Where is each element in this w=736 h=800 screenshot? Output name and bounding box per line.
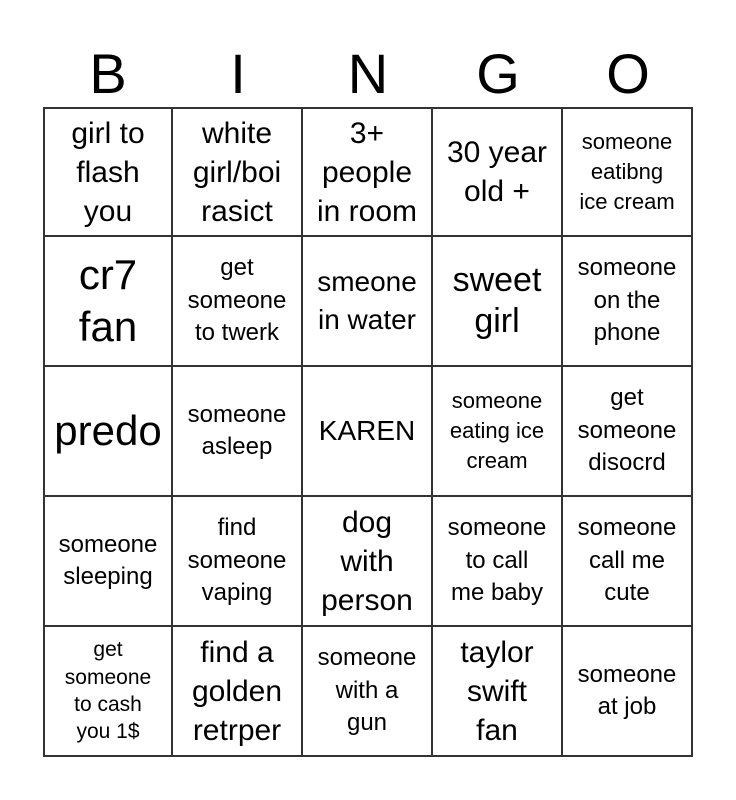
- cell-text: someone sleeping: [58, 530, 158, 590]
- cell-text: get someone to twerk: [187, 254, 287, 347]
- bingo-cell-r2-c0[interactable]: [43, 367, 173, 497]
- cell-text: someone asleep: [187, 400, 287, 460]
- bingo-cell-r0-c2[interactable]: [303, 107, 433, 237]
- bingo-cell-r2-c2[interactable]: [303, 367, 433, 497]
- bingo-cell-r1-c4[interactable]: [563, 237, 693, 367]
- cell-text: someone eatibng ice cream: [579, 129, 675, 214]
- header-letter-b: B: [89, 42, 127, 105]
- bingo-cell-r1-c3[interactable]: [433, 237, 563, 367]
- cell-text: someone with a gun: [317, 644, 417, 737]
- bingo-cell-r3-c4[interactable]: [563, 497, 693, 627]
- header-letter-n: N: [347, 42, 389, 105]
- bingo-cell-r4-c3[interactable]: [433, 627, 563, 757]
- cell-text: girl to flash you: [71, 116, 145, 228]
- header-letter-g: G: [476, 42, 520, 105]
- bingo-cell-r2-c4[interactable]: [563, 367, 693, 497]
- bingo-cell-r0-c3[interactable]: [433, 107, 563, 237]
- bingo-cell-r2-c3[interactable]: [433, 367, 563, 497]
- bingo-cell-r4-c4[interactable]: [563, 627, 693, 757]
- header-letter-i: I: [230, 42, 246, 105]
- bingo-cell-r4-c1[interactable]: [173, 627, 303, 757]
- cell-text: smeone in water: [317, 266, 417, 335]
- cell-text: get someone disocrd: [577, 384, 677, 477]
- cell-text: white girl/boi rasict: [192, 116, 282, 228]
- cell-text: someone call me cute: [577, 514, 677, 607]
- bingo-cell-r1-c1[interactable]: [173, 237, 303, 367]
- bingo-cell-r1-c2[interactable]: [303, 237, 433, 367]
- header-letter-o: O: [606, 42, 650, 105]
- cell-text: find someone vaping: [187, 514, 287, 607]
- bingo-cell-r4-c2[interactable]: [303, 627, 433, 757]
- bingo-cell-r3-c0[interactable]: [43, 497, 173, 627]
- bingo-cell-r0-c1[interactable]: [173, 107, 303, 237]
- bingo-cell-r3-c3[interactable]: [433, 497, 563, 627]
- cell-text: someone on the phone: [577, 254, 677, 347]
- cell-text: 3+ people in room: [316, 116, 418, 228]
- cell-text: someone at job: [577, 660, 677, 720]
- bingo-cell-r4-c0[interactable]: [43, 627, 173, 757]
- cell-text: dog with person: [321, 505, 413, 617]
- cell-text: get someone to cash you 1$: [64, 638, 152, 744]
- cell-text: taylor swift fan: [460, 635, 534, 747]
- bingo-cell-r2-c1[interactable]: [173, 367, 303, 497]
- cell-text: someone eating ice cream: [449, 388, 545, 473]
- bingo-cell-r0-c0[interactable]: [43, 107, 173, 237]
- bingo-cell-r0-c4[interactable]: [563, 107, 693, 237]
- cell-text: 30 year old +: [446, 136, 548, 208]
- bingo-cell-r3-c2[interactable]: [303, 497, 433, 627]
- bingo-grid: [43, 107, 693, 757]
- bingo-cell-r1-c0[interactable]: [43, 237, 173, 367]
- bingo-header: [43, 40, 693, 108]
- bingo-cell-r3-c1[interactable]: [173, 497, 303, 627]
- cell-text: KAREN: [318, 415, 416, 447]
- cell-text: cr7 fan: [78, 250, 138, 350]
- cell-text: sweet girl: [452, 261, 542, 340]
- cell-text: find a golden retrper: [191, 635, 283, 747]
- cell-text: someone to call me baby: [447, 514, 547, 607]
- cell-text: predo: [54, 406, 162, 454]
